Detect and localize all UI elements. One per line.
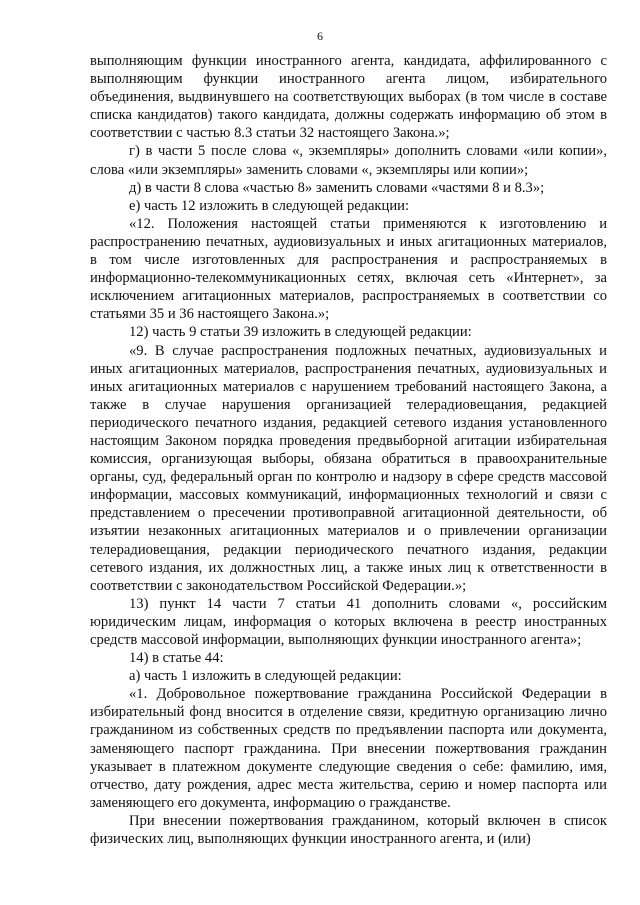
- paragraph-donation-continuation: При внесении пожертвования гражданином, который включен в список физических лиц, выполняющих функции иностранного агента, и (или): [90, 812, 607, 848]
- document-body: [90, 52, 607, 848]
- paragraph-amendment-e: е) часть 12 изложить в следующей редакции:: [129, 197, 410, 214]
- paragraph-part-1-text: «1. Добровольное пожертвование гражданина Российской Федерации в избирательный фонд вносится в отделение связи, кредитную организацию лично гражданином из собственных средств по предъявлении паспорта или документа, заменяющего паспорт гражданина. При внесении пожертвования гражданин указывает в платежном документе следующие сведения о себе: фамилию, имя, отчество, дату рождения, адрес места жительства, серию и номер паспорта или заменяющего его документа, информацию о гражданстве.: [90, 686, 607, 811]
- paragraph-item-12: 12) часть 9 статьи 39 изложить в следующей редакции:: [129, 324, 472, 341]
- paragraph-continuation: выполняющим функции иностранного агента, кандидата, аффилированного с выполняющим функции иностранного агента лицом, избирательного объединения, выдвинувшего на соответствующих выборах (в том числе в составе списка кандидатов) такого кандидата, должны содержать информацию об этом в соответствии с частью 8.3 статьи 32 настоящего Закона.»;: [90, 53, 607, 142]
- paragraph-part-9-text: «9. В случае распространения подложных печатных, аудиовизуальных и иных агитационных материалов, распространения печатных, аудиовизуальных и иных агитационных материалов с нарушением требований настоящего Закона, а также в случае нарушения организацией телерадиовещания, редакцией периодического печатного издания, редакцией сетевого издания установленного настоящим Законом порядка проведения предвыборной агитации избирательная комиссия, организующая выборы, обязана обратиться в правоохранительные органы, суд, федеральный орган по контролю и надзору в сфере средств массовой информации, массовых коммуникаций, информационных технологий и связи с представлением о пресечении противоправной агитационной деятельности, об изъятии незаконных агитационных материалов и о привлечении организации телерадиовещания, редакции периодического печатного издания, редакции сетевого издания, их должностных лиц, а также иных лиц к ответственности в соответствии с законодательством Российской Федерации.»;: [90, 342, 607, 594]
- paragraph-item-13: 13) пункт 14 части 7 статьи 41 дополнить словами «, российским юридическим лицам, информация о которых включена в реестр иностранных средств массовой информации, выполняющих функции иностранного агента»;: [90, 595, 607, 648]
- paragraph-amendment-d: д) в части 8 слова «частью 8» заменить словами «частями 8 и 8.3»;: [129, 179, 545, 196]
- paragraph-amendment-g: г) в части 5 после слова «, экземпляры» дополнить словами «или копии», слова «или экземпляры» заменить словами «, экземпляры или копии»;: [90, 143, 607, 178]
- page-number: 6: [317, 29, 323, 43]
- paragraph-amendment-a: а) часть 1 изложить в следующей редакции:: [129, 668, 402, 685]
- paragraph-part-12-text: «12. Положения настоящей статьи применяются к изготовлению и распространению печатных, аудиовизуальных и иных агитационных материалов, в том числе изготовленных для распространения и распространяемых в информационно-телекоммуникационных сетях, включая сеть «Интернет», за исключением агитационных материалов, распространяемых в соответствии со статьями 35 и 36 настоящего Закона.»;: [90, 215, 607, 323]
- paragraph-item-14: 14) в статье 44:: [129, 650, 224, 667]
